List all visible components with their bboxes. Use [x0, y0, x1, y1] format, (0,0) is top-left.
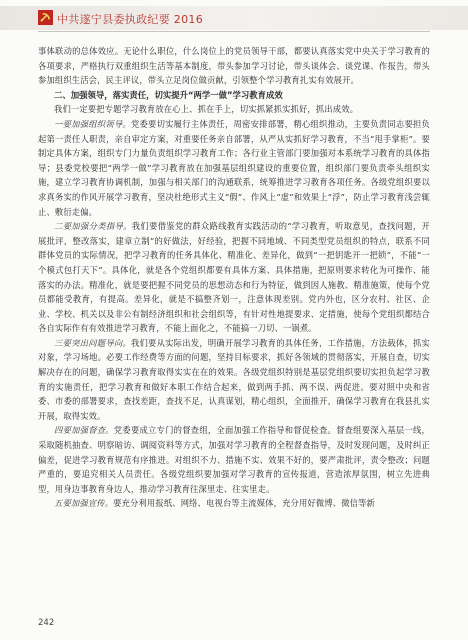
party-emblem-icon — [38, 10, 53, 25]
header-title: 中共遂宁县委执政纪要 2016 — [57, 13, 203, 26]
body-paragraph: 一要加强组织领导。党委要切实履行主体责任，周密安排部署，精心组织推动，主要负责同志要担负起第一责任人职责，亲自审定方案，对重要任务亲自部署，从严从实抓好学习教育，不当“甩手掌柜”。要制定具体方案，组织专门力量负责组织学习教育工作；各行业主管部门要加强对本系统学习教育的具体指导；县委党校要把“两学一做”学习教育放在加强基层组织建设的重要位置，组织部门要负责牵头组织实施，建立学习教育协调机制，加强与相关部门的沟通联系，统筹推进学习教育各项任务。各级党组织要以求真务实的作风开展学习教育，坚决杜绝形式主义“假”、作风上“虚”和效果上“浮”，防止学习教育浅尝辄止、敷衍走偏。 — [38, 118, 430, 217]
running-header — [0, 0, 468, 34]
body-paragraph: 四要加强督查。党委要成立专门的督查组，全面加强工作指导和督促检查。督查组要深入基层一线，采取随机抽查、明察暗访、调阅资料等方式，加强对学习教育的全程督查指导，及时发现问题，及时纠正偏差，促进学习教育规范有序推进。对组织不力、措施不实、效果不好的，要严肃批评，责令整改；问题严重的，要追究相关人员责任。各级党组织要加强对学习教育的宣传报道，营造浓厚氛围，树立先进典型，用身边事教育身边人，推动学习教育往深里走、往实里走。 — [38, 425, 430, 494]
body-paragraph: 我们一定要把专题学习教育放在心上、抓在手上，切实抓紧抓实抓好，抓出成效。 — [54, 104, 359, 115]
section-heading: 二、加强领导，落实责任，切实提升“两学一做”学习教育成效 — [54, 89, 283, 100]
page-number: 242 — [38, 618, 55, 628]
header-rule — [38, 31, 430, 32]
body-paragraph: 五要加强宣传。要充分利用报纸、网络、电视台等主流媒体，充分用好微博、微信等新 — [54, 498, 375, 509]
body-paragraph: 二要加强分类指导。我们要借鉴党的群众路线教育实践活动的“学习教育，听取意见，查找问题，开展批评，整改落实，建章立制”的好做法，好经验，把握不同地域、不同类型党员组织的特点，联系不同群体党员的实际情况，把学习教育的任务具体化、精准化、差异化，做到“一把钥匙开一把锁”，不能“一个模式包打天下”。具体化，就是各个党组织都要有具体方案、具体措施，把原则要求转化为可操作、能落实的办法。精准化，就是要把握不同党员的思想动态和行为特征，做到因人施教、精准施策，使每个党员都能受教育，有提高。差异化，就是不搞整齐划一，注意体现差别。党内外也，区分农村、社区、企业、学校、机关以及非公有制经济组织和社会组织等，有针对性地提要求、定措施，使每个党组织都结合各自实际作有有效推进学习教育，不能上面化之，不能搞一刀切、一锅煮。 — [38, 221, 430, 334]
body-paragraph: 三要突出问题导向。我们要从实际出发，明确开展学习教育的具体任务，工作措施，方法载体，抓实对象，学习场地。必要工作经费等方面的问题，坚持目标要求，抓好各领域的贯彻落实，开展自查，切实解决存在的问题，确保学习教育取得实实在在的效果。各级党组织特别是基层党组织要切实担负起学习教育的实施责任，把学习教育和做好本职工作结合起来，做到两手抓、两不误、两促进。要对照中央和省委、市委的部署要求，查找差距，查找不足，认真谋划，精心组织，全面推开，确保学习教育在我县扎实开展，取得实效。 — [38, 337, 430, 421]
document-body — [38, 44, 430, 511]
paragraph-lead: 五要加强宣传。 — [54, 498, 114, 509]
paragraph-lead: 二要加强分类指导。 — [54, 221, 132, 232]
body-paragraph: 事体联动的总体效应。无论什么职位，什么岗位上的党员领导干部，都要认真落实党中央关于学习教育的各项要求，严格执行双重组织生活等基本制度，带头参加学习讨论，带头谈体会、谈党课、作报告，带头参加组织生活会，民主评议，带头立足岗位做贡献，引领整个学习教育扎实有效展开。 — [38, 46, 430, 86]
paragraph-lead: 一要加强组织领导。 — [54, 118, 131, 129]
paragraph-lead: 四要加强督查。 — [54, 425, 114, 436]
paragraph-lead: 三要突出问题导向。 — [54, 337, 131, 348]
